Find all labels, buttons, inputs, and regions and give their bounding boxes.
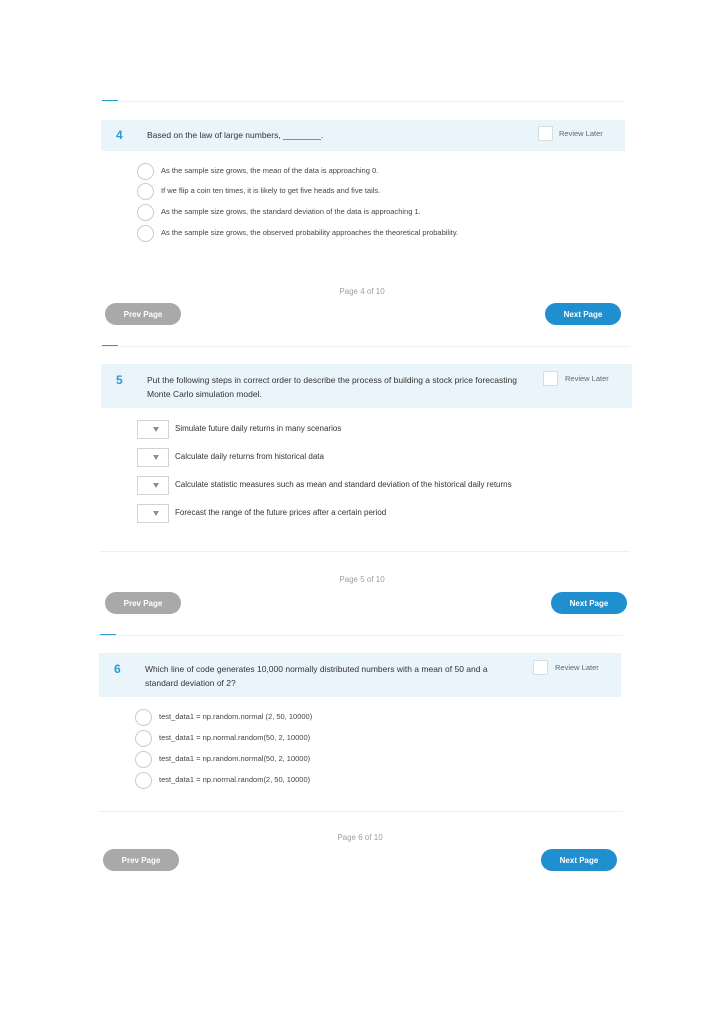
- question-text: [145, 662, 525, 690]
- answer-option[interactable]: [135, 709, 435, 727]
- question-header: [101, 364, 632, 408]
- radio-button[interactable]: [135, 709, 152, 726]
- divider: [100, 346, 630, 347]
- next-page-button[interactable]: Next Page: [545, 303, 621, 325]
- radio-button[interactable]: [135, 751, 152, 768]
- caret-down-icon: [153, 511, 159, 516]
- order-item-text: Calculate daily returns from historical data: [175, 452, 324, 461]
- divider: [98, 811, 623, 812]
- divider: [100, 101, 625, 102]
- answer-option[interactable]: [137, 163, 537, 181]
- question-header: [99, 653, 621, 697]
- next-page-button[interactable]: Next Page: [551, 592, 627, 614]
- page-indicator: Page 5 of 10: [339, 575, 385, 584]
- question-text-line: Monte Carlo simulation model.: [147, 389, 262, 399]
- option-text: As the sample size grows, the observed probability approaches the theoretical probability.: [161, 228, 459, 237]
- question-text-line: Based on the law of large numbers, ________.: [147, 130, 324, 140]
- order-select[interactable]: [137, 448, 169, 467]
- caret-down-icon: [153, 455, 159, 460]
- answer-option[interactable]: [135, 772, 435, 790]
- page-indicator: Page 6 of 10: [337, 833, 383, 842]
- radio-button[interactable]: [137, 163, 154, 180]
- review-later-label: Review Later: [565, 374, 609, 383]
- caret-down-icon: [153, 483, 159, 488]
- review-later-checkbox[interactable]: [543, 371, 558, 386]
- order-select[interactable]: [137, 476, 169, 495]
- order-item: [137, 420, 557, 439]
- order-item: [137, 476, 557, 495]
- option-text: If we flip a coin ten times, it is likely to get five heads and five tails.: [161, 186, 381, 195]
- review-later-checkbox[interactable]: [538, 126, 553, 141]
- order-item-text: Simulate future daily returns in many scenarios: [175, 424, 342, 433]
- prev-page-button[interactable]: Prev Page: [103, 849, 179, 871]
- answer-option[interactable]: [137, 204, 537, 222]
- option-text: As the sample size grows, the mean of the data is approaching 0.: [161, 166, 379, 175]
- question-text-line: Put the following steps in correct order to describe the process of building a stock price forecasting: [147, 375, 517, 385]
- radio-button[interactable]: [137, 225, 154, 242]
- question-header: [101, 120, 625, 151]
- question-text-line: standard deviation of 2?: [145, 678, 236, 688]
- order-select[interactable]: [137, 420, 169, 439]
- option-text: test_data1 = np.random.normal (2, 50, 10000): [159, 712, 313, 721]
- order-select[interactable]: [137, 504, 169, 523]
- question-number: 6: [114, 662, 121, 676]
- order-item-text: Forecast the range of the future prices after a certain period: [175, 508, 387, 517]
- question-text: [147, 128, 527, 142]
- answer-option[interactable]: [137, 225, 537, 243]
- prev-page-button[interactable]: Prev Page: [105, 592, 181, 614]
- order-item: [137, 448, 557, 467]
- option-text: As the sample size grows, the standard deviation of the data is approaching 1.: [161, 207, 421, 216]
- radio-button[interactable]: [135, 730, 152, 747]
- caret-down-icon: [153, 427, 159, 432]
- radio-button[interactable]: [137, 204, 154, 221]
- next-page-button[interactable]: Next Page: [541, 849, 617, 871]
- radio-button[interactable]: [135, 772, 152, 789]
- question-text-line: Which line of code generates 10,000 normally distributed numbers with a mean of 50 and a: [145, 664, 488, 674]
- question-number: 4: [116, 128, 123, 142]
- review-later-label: Review Later: [555, 663, 599, 672]
- option-text: test_data1 = np.normal.random(2, 50, 10000): [159, 775, 311, 784]
- answer-option[interactable]: [135, 730, 435, 748]
- review-later-checkbox[interactable]: [533, 660, 548, 675]
- option-text: test_data1 = np.random.normal(50, 2, 10000): [159, 754, 311, 763]
- order-item-text: Calculate statistic measures such as mean and standard deviation of the historical daily returns: [175, 480, 512, 489]
- review-later-label: Review Later: [559, 129, 603, 138]
- divider: [98, 635, 623, 636]
- question-number: 5: [116, 373, 123, 387]
- divider: [100, 551, 630, 552]
- option-text: test_data1 = np.normal.random(50, 2, 10000): [159, 733, 311, 742]
- answer-option[interactable]: [135, 751, 435, 769]
- question-text: [147, 373, 537, 401]
- page-indicator: Page 4 of 10: [339, 287, 385, 296]
- radio-button[interactable]: [137, 183, 154, 200]
- prev-page-button[interactable]: Prev Page: [105, 303, 181, 325]
- answer-option[interactable]: [137, 183, 537, 201]
- order-item: [137, 504, 557, 523]
